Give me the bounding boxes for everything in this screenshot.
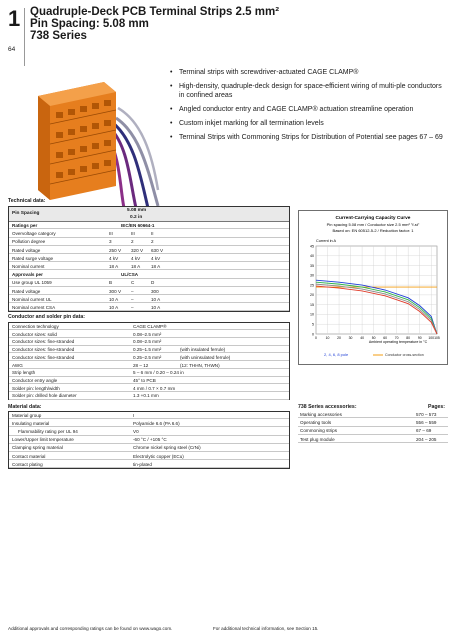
conductor-row-label: Conductor sizes: fine-stranded xyxy=(12,347,75,353)
chart-subtitle-1: Pin spacing 5.08 mm / Conductor size 2.5 mm² "f-st" xyxy=(326,222,420,227)
conductor-row-value: 0.25–2.5 mm² xyxy=(133,354,162,360)
current-capacity-chart xyxy=(298,210,448,365)
material-row xyxy=(9,412,289,419)
technical-row-label: Nominal current UL xyxy=(12,296,52,302)
technical-row-value: 4 kV xyxy=(151,255,161,261)
conductor-row xyxy=(9,354,289,361)
technical-row-value: IEC/EN 60664-1 xyxy=(121,223,155,228)
conductor-row xyxy=(9,377,289,384)
conductor-row xyxy=(9,362,289,369)
conductor-row xyxy=(9,346,289,353)
material-row xyxy=(9,436,289,443)
technical-row-value: 4 kV xyxy=(131,255,141,261)
accessory-row xyxy=(298,419,448,426)
conductor-row-label: Conductor sizes: fine-stranded xyxy=(12,354,75,360)
chart-x-tick: 40 xyxy=(360,336,364,340)
technical-row-value: UL/CSA xyxy=(121,272,139,278)
chart-x-tick: 20 xyxy=(337,336,341,340)
page-number: 64 xyxy=(8,46,16,53)
conductor-row xyxy=(9,323,289,330)
chart-series-line-6-pole xyxy=(316,284,437,334)
technical-row-label: Rated voltage xyxy=(12,247,41,253)
technical-row xyxy=(9,296,289,303)
conductor-row-value: 28 – 12 xyxy=(133,362,149,368)
page-title xyxy=(30,6,440,42)
chapter-number: 1 xyxy=(8,6,21,31)
technical-row-value: 300 V xyxy=(109,288,122,294)
technical-row-value: D xyxy=(151,280,155,286)
conductor-row-label: Solder pin: length/width xyxy=(12,385,60,391)
accessory-row-pages: 556 – 559 xyxy=(416,420,437,426)
footer-left: Additional approvals and corresponding ratings can be found on www.wago.com. xyxy=(8,626,173,631)
chart-x-tick: 10 xyxy=(325,336,330,340)
chart-x-tick: 90 xyxy=(417,336,422,340)
chart-legend-poles: 2, 4, 6, 8 pole xyxy=(324,352,349,357)
technical-row-label: Ratings per xyxy=(12,223,38,228)
accessory-row-pages: 67 – 69 xyxy=(416,428,432,434)
technical-row-value: 10 A xyxy=(151,296,161,302)
chart-subtitle-2: Based on: EN 60512-5-2 / Reduction factor: 1 xyxy=(332,228,414,233)
material-row-value: I xyxy=(133,413,135,418)
conductor-row xyxy=(9,392,289,399)
chart-y-tick: 40 xyxy=(310,254,314,259)
chart-y-tick: 5 xyxy=(312,322,314,327)
technical-row-value: III xyxy=(109,231,113,237)
feature-item: • Angled conductor entry and CAGE CLAMP® actuation streamline operation xyxy=(170,105,446,114)
series-title: 738 Series xyxy=(30,30,87,42)
chart-y-tick: 30 xyxy=(310,273,314,278)
conductor-row-value: 0.08–2.5 mm² xyxy=(133,339,162,345)
technical-row-label: Use group UL 1059 xyxy=(12,280,52,286)
chart-x-tick: 30 xyxy=(348,336,353,340)
chart-y-tick: 35 xyxy=(310,263,314,268)
technical-row-value: – xyxy=(131,305,134,310)
material-row-label: Material group xyxy=(12,413,42,418)
pin-spacing-label: Pin Spacing xyxy=(12,211,40,216)
accessories-title: 738 Series accessories: xyxy=(298,404,357,410)
accessory-row xyxy=(298,427,448,434)
technical-row-value: – xyxy=(131,288,134,294)
material-row-label: Contact plating xyxy=(12,461,43,467)
material-row-value: Chrome nickel spring steel (CrNi) xyxy=(133,445,201,451)
technical-row xyxy=(9,247,289,254)
chart-x-tick: 70 xyxy=(394,336,399,340)
material-row xyxy=(9,420,289,427)
chart-series-line-4-pole xyxy=(316,282,437,334)
conductor-row-label: Conductor sizes: fine-stranded xyxy=(12,339,75,345)
technical-row-value: 10 A xyxy=(151,305,161,310)
technical-row xyxy=(9,238,289,245)
chart-x-tick: 80 xyxy=(406,336,411,340)
header-divider xyxy=(24,8,25,66)
conductor-row-value: 4 mm / 0.7 × 0.7 mm xyxy=(133,385,176,391)
title-line-2: Pin Spacing: 5.08 mm xyxy=(30,18,149,30)
technical-row xyxy=(9,222,289,229)
technical-row-value: 3 xyxy=(109,239,112,245)
technical-row-label: Overvoltage category xyxy=(12,231,56,237)
technical-row-value: 18 A xyxy=(151,264,161,269)
material-row-value: tin-plated xyxy=(133,461,152,467)
chart-legend-conductor: Conductor cross-section xyxy=(385,353,424,357)
footer-right: For additional technical information, see Section 15. xyxy=(213,626,319,631)
title-line-1: Quadruple-Deck PCB Terminal Strips 2.5 mm² xyxy=(30,6,280,18)
conductor-row xyxy=(9,385,289,392)
technical-row-label: Nominal current xyxy=(12,264,45,269)
technical-row-value: 2 xyxy=(131,239,134,245)
chart-y-tick: 25 xyxy=(310,283,314,288)
chart-y-tick: 15 xyxy=(310,302,314,307)
chart-x-tick: 105 xyxy=(434,336,440,340)
material-row xyxy=(9,453,289,460)
chart-title: Current-Carrying Capacity Curve xyxy=(335,216,411,221)
conductor-row-label: Strip length xyxy=(12,370,36,376)
material-row xyxy=(9,428,289,435)
material-row-label: Contact material xyxy=(12,453,46,459)
technical-row-label: Nominal current CSA xyxy=(12,305,56,310)
technical-row-value: 2 xyxy=(151,239,154,245)
technical-row xyxy=(9,230,289,237)
chart-x-label: Ambient operating temperature in °C xyxy=(368,340,428,344)
material-row-value: Electrolytic copper (ECu) xyxy=(133,453,184,459)
technical-row-value: – xyxy=(131,296,134,302)
technical-row-value: 10 A xyxy=(109,296,119,302)
material-data-label: Material data: xyxy=(8,404,42,410)
technical-row-value: C xyxy=(131,280,135,286)
conductor-row-value: 0.25–1.5 mm² xyxy=(133,347,162,353)
conductor-row-note: (with uninsulated ferrule) xyxy=(180,354,231,360)
technical-row xyxy=(9,288,289,295)
material-row xyxy=(9,461,289,468)
conductor-row-label: Solder pin: drilled hole diameter xyxy=(12,393,77,399)
material-row-value: Polyamide 6.6 (PA 6.6) xyxy=(133,421,180,427)
technical-row-label: Rated voltage xyxy=(12,288,41,294)
accessories-table xyxy=(298,411,448,451)
conductor-data-table xyxy=(8,322,290,400)
technical-data-label: Technical data: xyxy=(8,198,46,204)
conductor-row xyxy=(9,338,289,345)
feature-item: • Terminal Strips with Commoning Strips for Distribution of Potential see pages 67 – 69 xyxy=(170,133,446,142)
accessory-row-pages: 204 – 205 xyxy=(416,436,437,442)
chart-y-tick: 20 xyxy=(310,293,314,298)
technical-row xyxy=(9,279,289,286)
conductor-row-label: Conductor sizes: solid xyxy=(12,331,57,337)
conductor-row-note: (12: THHN, THWN) xyxy=(180,362,220,368)
accessory-row-pages: 570 – 573 xyxy=(416,412,437,417)
technical-row xyxy=(9,263,289,270)
material-data-table xyxy=(8,411,290,469)
accessory-row-label: Operating tools xyxy=(300,420,332,426)
technical-row-value: 18 A xyxy=(109,264,119,269)
material-row xyxy=(9,444,289,451)
conductor-row-label: Connection technology xyxy=(12,324,59,329)
chart-x-tick: 100 xyxy=(428,336,435,340)
technical-row-value: III xyxy=(131,231,135,237)
material-row-value: -60 °C / +105 °C xyxy=(133,437,167,443)
conductor-row-note: (with insulated ferrule) xyxy=(180,347,226,353)
chart-x-tick: 0 xyxy=(315,336,317,340)
material-row-label: Flammability rating per UL 94 xyxy=(18,429,78,435)
conductor-row-value: 1.3 +0.1 mm xyxy=(133,393,159,399)
conductor-data-label: Conductor and solder pin data: xyxy=(8,314,85,320)
accessories-pages-header: Pages: xyxy=(428,404,446,410)
technical-row xyxy=(9,304,289,311)
technical-row-value: 10 A xyxy=(109,305,119,310)
chart-series-line-8-pole xyxy=(316,286,437,334)
pin-spacing-in: 0.2 in xyxy=(130,215,143,220)
conductor-row-label: Conductor entry angle xyxy=(12,377,58,383)
technical-row-value: II xyxy=(151,231,154,237)
feature-list xyxy=(170,68,446,147)
feature-item: • Terminal strips with screwdriver-actuated CAGE CLAMP® xyxy=(170,68,446,77)
accessory-row-label: Test plug module xyxy=(300,436,335,442)
technical-row-label: Rated surge voltage xyxy=(12,255,54,261)
product-image xyxy=(30,78,160,210)
conductor-row-value: 5 – 6 mm / 0.20 – 0.24 in xyxy=(133,370,184,376)
technical-row-value: 250 V xyxy=(109,247,122,253)
technical-row-value: 630 V xyxy=(151,247,164,253)
technical-data-table xyxy=(8,206,290,312)
accessory-row xyxy=(298,436,448,443)
conductor-row xyxy=(9,369,289,376)
chart-y-tick: 45 xyxy=(310,244,314,249)
feature-item: • High-density, quadruple-deck design for space-efficient wiring of multi-ple conductors in confined areas xyxy=(170,82,446,100)
conductor-row-label: AWG xyxy=(12,362,23,368)
chart-svg xyxy=(298,210,448,365)
pin-spacing-header xyxy=(9,207,289,222)
chart-y-tick: 0 xyxy=(312,332,314,337)
technical-row xyxy=(9,271,289,278)
chart-x-tick: 50 xyxy=(371,336,376,340)
accessory-row-label: Marking accessories xyxy=(300,412,342,417)
material-row-label: Lower/Upper limit temperature xyxy=(12,437,74,443)
technical-row-label: Approvals per xyxy=(12,272,43,278)
conductor-row-value: CAGE CLAMP® xyxy=(133,324,167,329)
technical-row-label: Pollution degree xyxy=(12,239,46,245)
feature-item: • Custom inkjet marking for all termination levels xyxy=(170,119,446,128)
material-row-label: Insulating material xyxy=(12,421,50,427)
technical-row-value: 18 A xyxy=(131,264,141,269)
material-row-label: Clamping spring material xyxy=(12,445,63,451)
pin-spacing-mm: 5.08 mm xyxy=(127,208,147,213)
chart-x-tick: 60 xyxy=(383,336,388,340)
technical-row-value: 300 xyxy=(151,288,159,294)
technical-row-value: B xyxy=(109,280,113,286)
technical-row-value: 4 kV xyxy=(109,255,119,261)
material-row-value: V0 xyxy=(133,429,139,435)
conductor-row-value: 45° to PCB xyxy=(133,377,156,383)
chart-y-tick: 10 xyxy=(310,312,314,317)
technical-row-value: 320 V xyxy=(131,247,144,253)
conductor-row xyxy=(9,331,289,338)
chart-y-label: Current in A xyxy=(316,239,337,243)
conductor-row-value: 0.08–2.5 mm² xyxy=(133,331,162,337)
accessory-row-label: Commoning strips xyxy=(300,428,338,434)
technical-row xyxy=(9,255,289,262)
accessory-row xyxy=(298,411,448,418)
